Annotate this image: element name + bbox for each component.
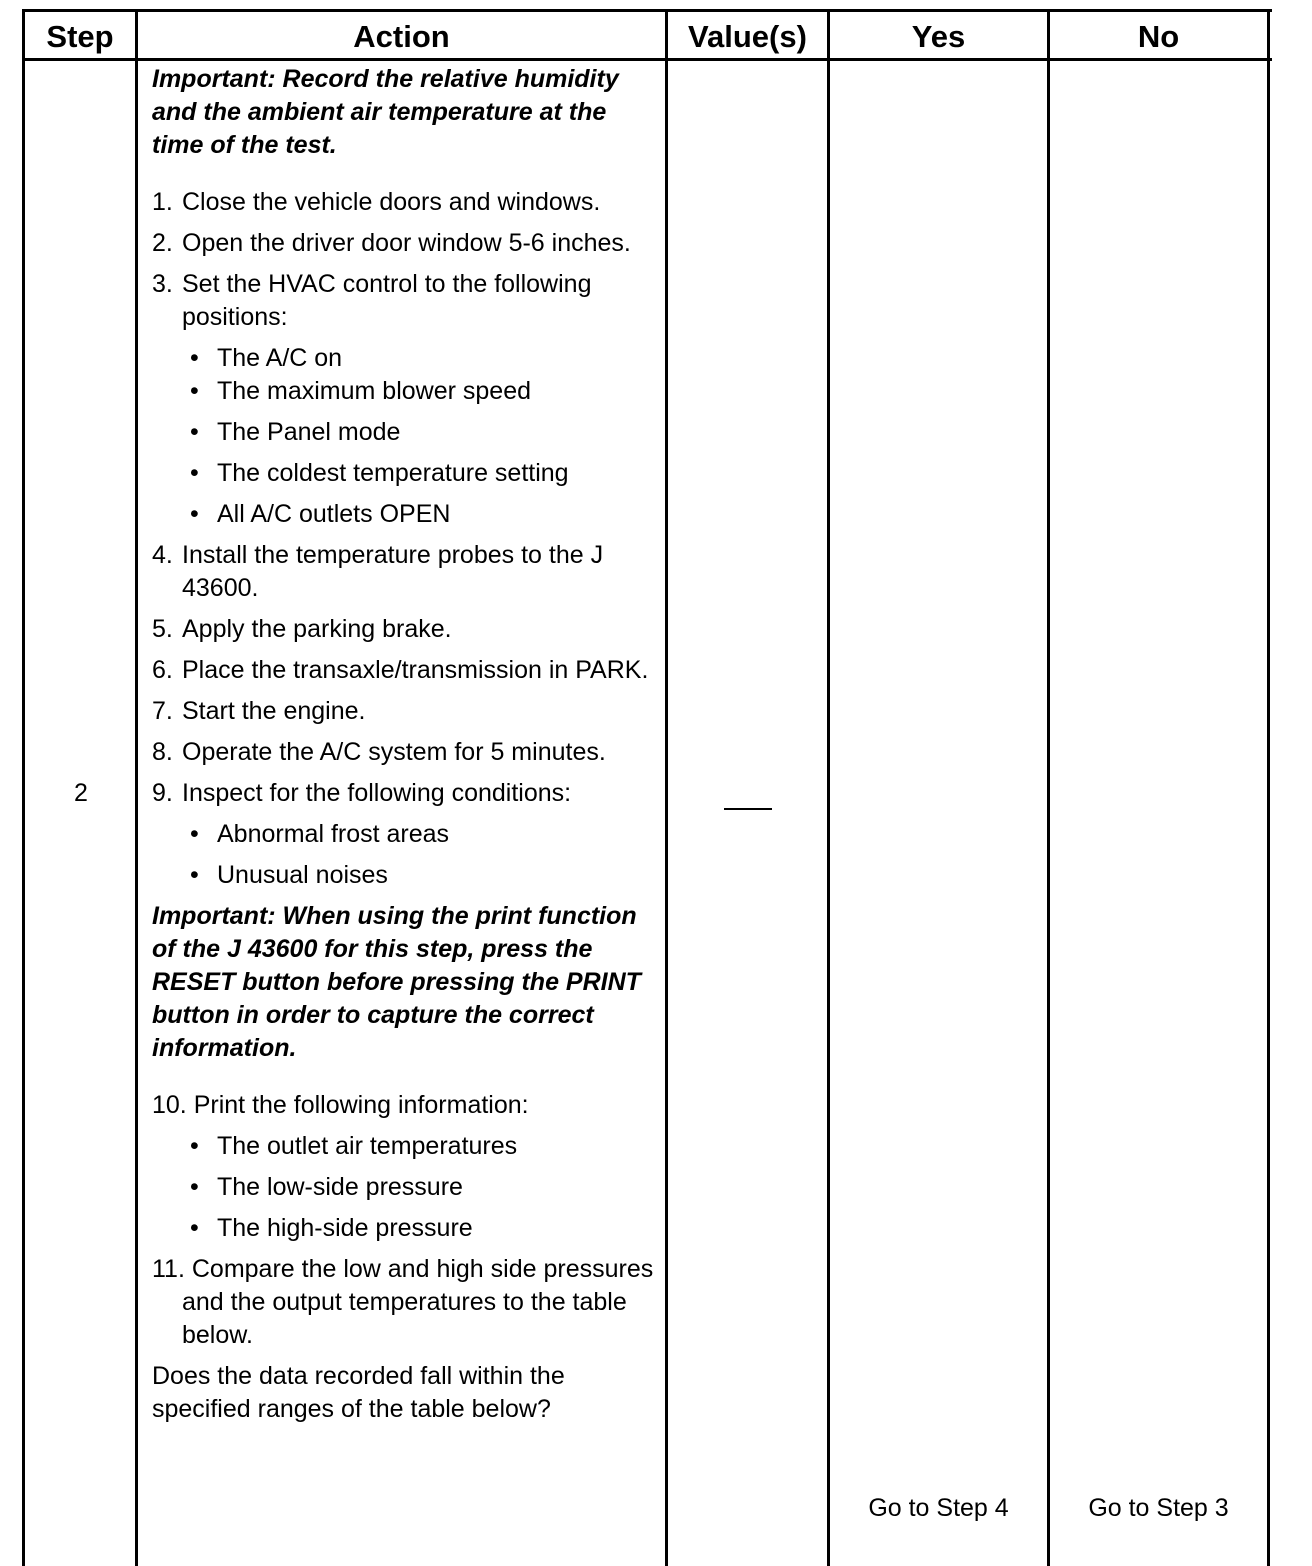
value-dash bbox=[724, 808, 772, 810]
sub-bullet bbox=[190, 1171, 657, 1204]
no-outcome: Go to Step 3 bbox=[1088, 1494, 1229, 1522]
sub-bullet bbox=[190, 342, 657, 375]
column-divider-action bbox=[665, 9, 668, 1566]
bullet-icon: • bbox=[190, 861, 199, 889]
item-number: 10. bbox=[152, 1091, 187, 1119]
bullet-icon: • bbox=[190, 418, 199, 446]
header-yes: Yes bbox=[911, 19, 966, 54]
list-item bbox=[152, 1253, 657, 1352]
item-number: 2. bbox=[152, 229, 173, 257]
bullet-icon: • bbox=[190, 1132, 199, 1160]
bullet-icon: • bbox=[190, 1173, 199, 1201]
action-cell bbox=[152, 63, 657, 1426]
list-item bbox=[152, 695, 657, 728]
list-item bbox=[152, 268, 657, 334]
bullet-text: The A/C on bbox=[217, 344, 343, 372]
list-item bbox=[152, 227, 657, 260]
important-note-1: Important: Record the relative humidity and the ambient air temperature at the time of the test. bbox=[152, 65, 619, 159]
list-item bbox=[152, 777, 657, 810]
item-number: 4. bbox=[152, 541, 173, 569]
item-number: 7. bbox=[152, 697, 173, 725]
sub-bullet bbox=[190, 1130, 657, 1163]
item-text: Compare the low and high side pressures and the output temperatures to the table below. bbox=[182, 1255, 654, 1349]
sub-bullet bbox=[190, 457, 657, 490]
item-number: 3. bbox=[152, 270, 173, 298]
item-number: 1. bbox=[152, 188, 173, 216]
bullet-text: All A/C outlets OPEN bbox=[217, 500, 451, 528]
list-item bbox=[152, 654, 657, 687]
bullet-text: Unusual noises bbox=[217, 861, 388, 889]
list-item bbox=[152, 736, 657, 769]
table-border-right bbox=[1267, 9, 1270, 1566]
bullet-icon: • bbox=[190, 820, 199, 848]
sub-bullet bbox=[190, 1212, 657, 1245]
item-text: Close the vehicle doors and windows. bbox=[182, 188, 601, 216]
list-item bbox=[152, 186, 657, 219]
item-number: 9. bbox=[152, 779, 173, 807]
sub-bullet bbox=[190, 859, 657, 892]
item-text: Inspect for the following conditions: bbox=[182, 779, 572, 807]
bullet-icon: • bbox=[190, 377, 199, 405]
item-text: Apply the parking brake. bbox=[182, 615, 452, 643]
item-text: Operate the A/C system for 5 minutes. bbox=[182, 738, 606, 766]
list-item bbox=[152, 613, 657, 646]
column-divider-yes bbox=[1047, 9, 1050, 1566]
sub-bullet bbox=[190, 416, 657, 449]
decision-question: Does the data recorded fall within the specified ranges of the table below? bbox=[152, 1362, 565, 1423]
bullet-icon: • bbox=[190, 344, 199, 372]
sub-bullet bbox=[190, 818, 657, 851]
table-border-top bbox=[22, 9, 1272, 12]
header-values: Value(s) bbox=[688, 19, 807, 54]
bullet-text: The low-side pressure bbox=[217, 1173, 463, 1201]
item-text: Start the engine. bbox=[182, 697, 366, 725]
item-text: Print the following information: bbox=[193, 1091, 529, 1119]
bullet-text: Abnormal frost areas bbox=[217, 820, 450, 848]
item-number: 11. bbox=[152, 1255, 185, 1283]
important-note-2: Important: When using the print function of the J 43600 for this step, press the RESET button before pressing the PRINT button in order to capture the correct information. bbox=[152, 902, 641, 1062]
item-number: 6. bbox=[152, 656, 173, 684]
header-step: Step bbox=[46, 19, 114, 54]
yes-outcome: Go to Step 4 bbox=[868, 1494, 1009, 1522]
sub-bullet bbox=[190, 375, 657, 408]
item-number: 8. bbox=[152, 738, 173, 766]
header-no: No bbox=[1137, 19, 1180, 54]
bullet-text: The Panel mode bbox=[217, 418, 401, 446]
column-divider-values bbox=[827, 9, 830, 1566]
sub-bullet bbox=[190, 498, 657, 531]
bullet-icon: • bbox=[190, 500, 199, 528]
item-text: Set the HVAC control to the following positions: bbox=[182, 270, 592, 331]
item-number: 5. bbox=[152, 615, 173, 643]
list-item bbox=[152, 539, 657, 605]
bullet-icon: • bbox=[190, 459, 199, 487]
step-number: 2 bbox=[74, 779, 88, 807]
bullet-text: The coldest temperature setting bbox=[217, 459, 569, 487]
list-item bbox=[152, 1089, 657, 1122]
bullet-icon: • bbox=[190, 1214, 199, 1242]
bullet-text: The high-side pressure bbox=[217, 1214, 473, 1242]
bullet-text: The maximum blower speed bbox=[217, 377, 532, 405]
item-text: Install the temperature probes to the J 43600. bbox=[182, 541, 604, 602]
item-text: Place the transaxle/transmission in PARK. bbox=[182, 656, 649, 684]
item-text: Open the driver door window 5-6 inches. bbox=[182, 229, 631, 257]
bullet-text: The outlet air temperatures bbox=[217, 1132, 518, 1160]
header-action: Action bbox=[353, 19, 450, 54]
